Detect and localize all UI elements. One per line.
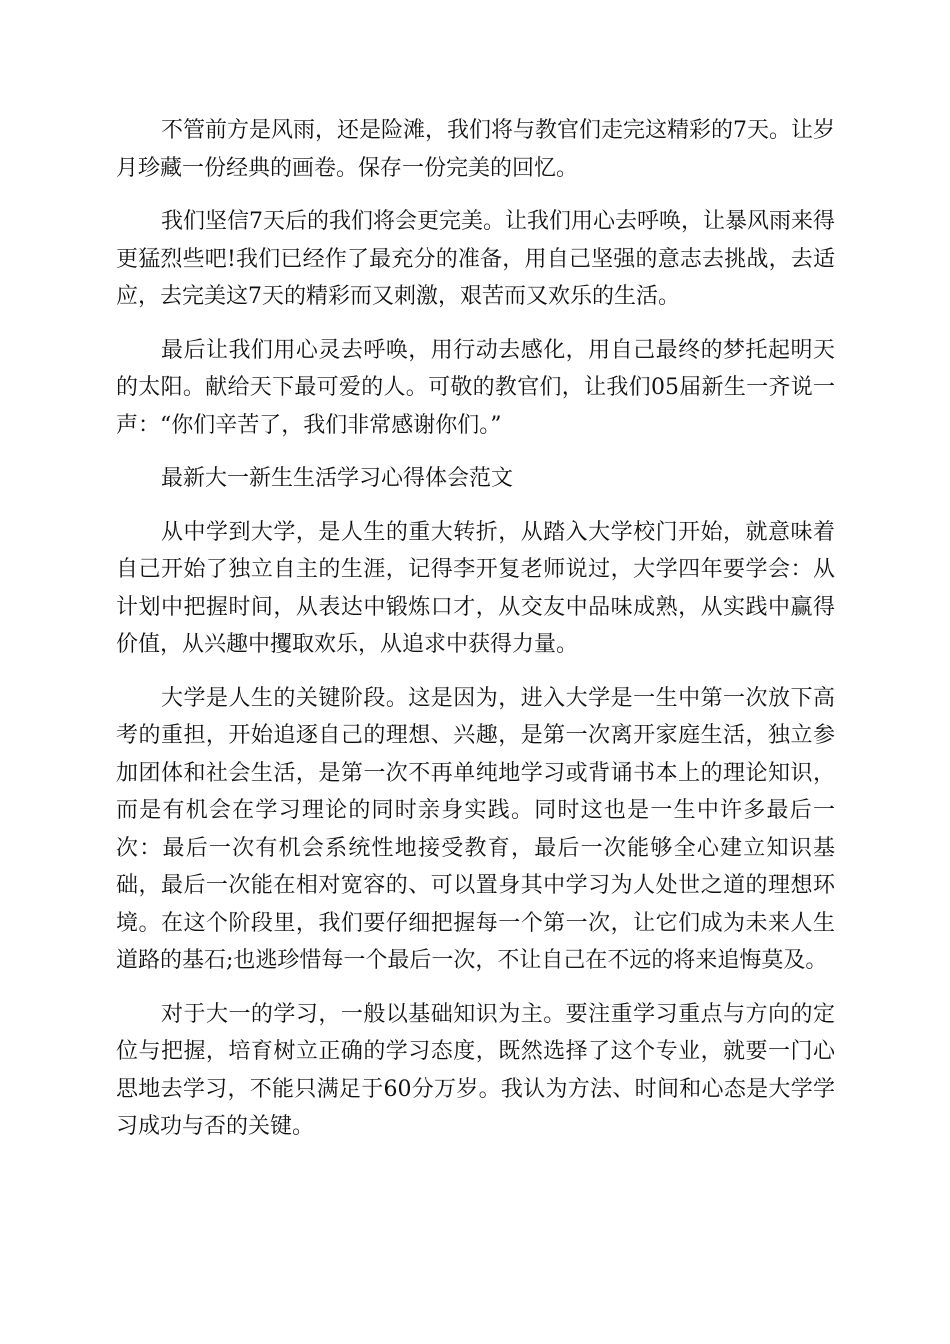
document-body bbox=[116, 112, 835, 1162]
paragraph: 最后让我们用心灵去呼唤，用行动去感化，用自己最终的梦托起明天的太阳。献给天下最可爱的人。可敬的教官们，让我们05届新生一齐说一声：“你们辛苦了，我们非常感谢你们。” bbox=[116, 337, 835, 438]
paragraph: 不管前方是风雨，还是险滩，我们将与教官们走完这精彩的7天。让岁月珍藏一份经典的画卷。保存一份完美的回忆。 bbox=[116, 118, 835, 181]
section-heading: 最新大一新生生活学习心得体会范文 bbox=[161, 466, 514, 491]
paragraph: 从中学到大学，是人生的重大转折，从踏入大学校门开始，就意味着自己开始了独立自主的生涯，记得李开复老师说过，大学四年要学会：从计划中把握时间，从表达中锻炼口才，从交友中品味成熟，从实践中赢得价值，从兴趣中攫取欢乐，从追求中获得力量。 bbox=[116, 519, 835, 657]
paragraph: 大学是人生的关键阶段。这是因为，进入大学是一生中第一次放下高考的重担，开始追逐自己的理想、兴趣，是第一次离开家庭生活，独立参加团体和社会生活，是第一次不再单纯地学习或背诵书本上的理论知识，而是有机会在学习理论的同时亲身实践。同时这也是一生中许多最后一次：最后一次有机会系统性地接受教育，最后一次能够全心建立知识基础，最后一次能在相对宽容的、可以置身其中学习为人处世之道的理想环境。在这个阶段里，我们要仔细把握每一个第一次，让它们成为未来人生道路的基石;也逃珍惜每一个最后一次，不让自己在不远的将来追悔莫及。 bbox=[116, 685, 835, 973]
paragraph: 对于大一的学习，一般以基础知识为主。要注重学习重点与方向的定位与把握，培育树立正确的学习态度，既然选择了这个专业，就要一门心思地去学习，不能只满足于60分万岁。我认为方法、时间和心态是大学学习成功与否的关键。 bbox=[116, 1001, 835, 1139]
paragraph: 我们坚信7天后的我们将会更完美。让我们用心去呼唤，让暴风雨来得更猛烈些吧!我们已经作了最充分的准备，用自己坚强的意志去挑战，去适应，去完美这7天的精彩而又刺激，艰苦而又欢乐的生活。 bbox=[116, 209, 835, 309]
